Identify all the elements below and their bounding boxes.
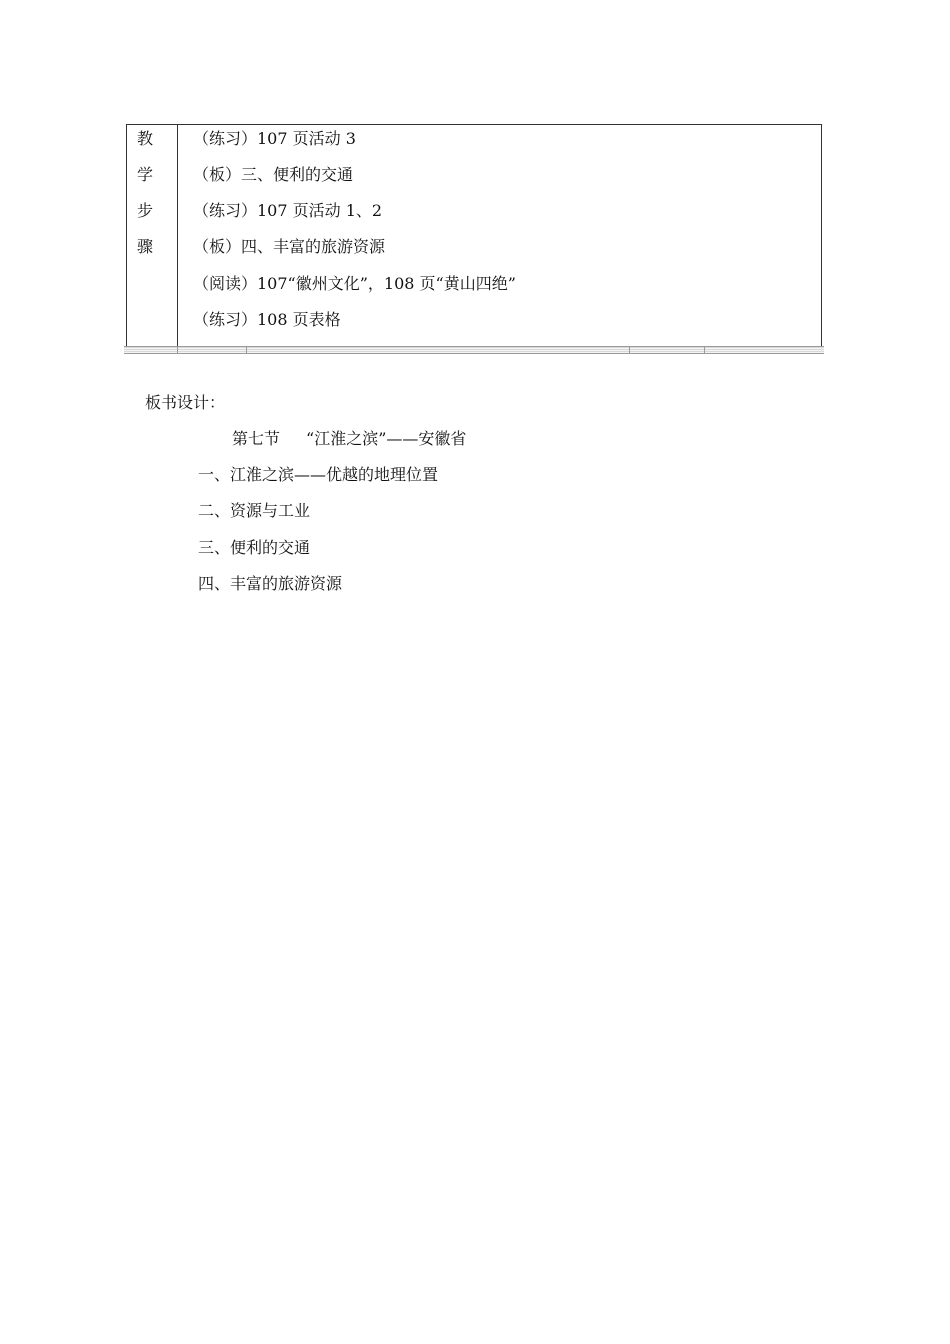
table-bottom-border: [124, 346, 824, 354]
table-divider: [177, 347, 178, 353]
table-divider: [246, 347, 247, 353]
label-char: 教: [137, 129, 154, 148]
board-title: [232, 429, 466, 449]
board-design-label: 板书设计：: [145, 393, 226, 412]
label-char: 学: [137, 165, 154, 184]
step-line: （练习）108 页表格: [193, 310, 341, 329]
label-char: 骤: [137, 237, 154, 256]
board-item: 三、便利的交通: [198, 538, 311, 557]
teaching-steps-label-cell: [127, 125, 178, 349]
step-line: （板）三、便利的交通: [193, 165, 354, 184]
label-char: 步: [137, 201, 154, 220]
step-line: （板）四、丰富的旅游资源: [193, 237, 386, 256]
lesson-steps-table: [126, 124, 822, 350]
board-title-text: “江淮之滨”——安徽省: [306, 429, 467, 448]
table-divider: [629, 347, 630, 353]
board-item: 一、江淮之滨——优越的地理位置: [198, 465, 439, 484]
step-line: （练习）107 页活动 1、2: [193, 201, 383, 220]
table-divider: [704, 347, 705, 353]
step-line: （练习）107 页活动 3: [193, 129, 356, 148]
board-item: 四、丰富的旅游资源: [198, 574, 343, 593]
board-title-section: 第七节: [232, 429, 281, 448]
board-item: 二、资源与工业: [198, 501, 311, 520]
step-line: （阅读）107“徽州文化”，108 页“黄山四绝”: [193, 274, 516, 293]
